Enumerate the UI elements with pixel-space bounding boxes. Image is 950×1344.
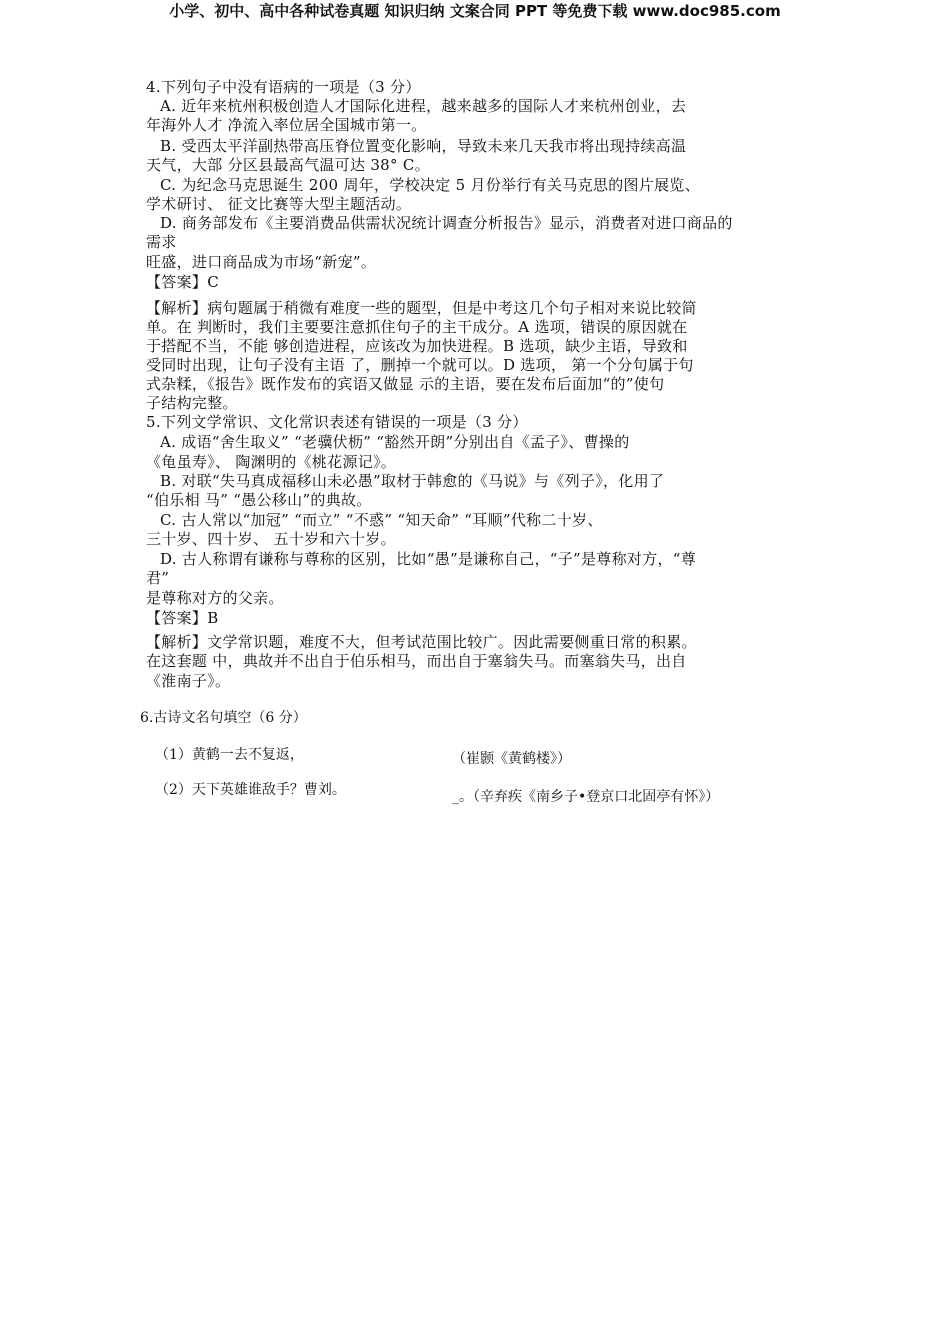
- q4-explanation-line6: 子结构完整。: [146, 394, 238, 412]
- q5-option-c-line2: 三十岁、四十岁、 五十岁和六十岁。: [146, 530, 396, 548]
- q5-stem: 5.下列文学常识、文化常识表述有错误的一项是（3 分）: [146, 413, 528, 431]
- q5-explanation-line1: 【解析】文学常识题，难度不大，但考试范围比较广。因此需要侧重日常的积累。: [146, 633, 697, 651]
- q5-option-a-line1: A. 成语“舍生取义” “老骥伏枥” “豁然开朗”分别出自《孟子》、曹操的: [160, 433, 630, 451]
- q4-option-d-line1: D. 商务部发布《主要消费品供需状况统计调查分析报告》显示，消费者对进口商品的: [160, 214, 733, 232]
- q6-item1: （1）黄鹤一去不复返，: [155, 747, 304, 763]
- q6-stem: 6.古诗文名句填空（6 分）: [140, 710, 307, 726]
- page-header: 小学、初中、高中各种试卷真题 知识归纳 文案合同 PPT 等免费下载 www.doc985.com: [169, 2, 781, 20]
- q4-answer: 【答案】C: [146, 273, 219, 291]
- q5-option-d-line2: 君”: [146, 569, 170, 587]
- q4-option-a-line1: A. 近年来杭州积极创造人才国际化进程，越来越多的国际人才来杭州创业，去: [160, 97, 687, 115]
- q5-explanation-line3: 《淮南子》。: [146, 672, 231, 690]
- q5-option-c-line1: C. 古人常以“加冠” “而立” “不惑” “知天命” “耳顺”代称二十岁、: [160, 511, 603, 529]
- q4-explanation-line3: 于搭配不当，不能 够创造进程，应该改为加快进程。B 选项，缺少主语，导致和: [146, 337, 688, 355]
- q5-option-b-line2: “伯乐相 马” “愚公移山”的典故。: [146, 491, 372, 509]
- q4-option-b-line2: 天气，大部 分区县最高气温可达 38° C。: [146, 156, 430, 174]
- q5-explanation-line2: 在这套题 中，典故并不出自于伯乐相马，而出自于塞翁失马。而塞翁失马，出自: [146, 652, 687, 670]
- q4-explanation-line2: 单。在 判断时，我们主要要注意抓住句子的主干成分。A 选项，错误的原因就在: [146, 318, 688, 336]
- q6-item1-source: （崔颢《黄鹤楼》）: [452, 751, 571, 767]
- q5-answer: 【答案】B: [146, 609, 219, 627]
- q4-option-d-line3: 旺盛，进口商品成为市场“新宠”。: [146, 253, 377, 271]
- q4-option-c-line1: C. 为纪念马克思诞生 200 周年，学校决定 5 月份举行有关马克思的图片展览、: [160, 176, 701, 194]
- q4-option-b-line1: B. 受西太平洋副热带高压脊位置变化影响，导致未来几天我市将出现持续高温: [160, 137, 687, 155]
- q4-stem: 4.下列句子中没有语病的一项是（3 分）: [146, 78, 421, 96]
- q4-option-c-line2: 学术研讨、 征文比赛等大型主题活动。: [146, 195, 412, 213]
- q4-explanation-line1: 【解析】病句题属于稍微有难度一些的题型，但是中考这几个句子相对来说比较简: [146, 299, 697, 317]
- q4-option-a-line2: 年海外人才 净流入率位居全国城市第一。: [146, 116, 427, 134]
- q4-explanation-line4: 受同时出现，让句子没有主语 了，删掉一个就可以。D 选项， 第一个分句属于句: [146, 356, 694, 374]
- q5-option-d-line1: D. 古人称谓有谦称与尊称的区别，比如“愚”是谦称自己，“子”是尊称对方，“尊: [160, 550, 697, 568]
- q5-option-d-line3: 是尊称对方的父亲。: [146, 589, 284, 607]
- q6-item2: （2）天下英雄谁敌手？曹刘。: [155, 782, 346, 798]
- q5-option-b-line1: B. 对联“失马真成福移山未必愚”取材于韩愈的《马说》与《列子》，化用了: [160, 472, 665, 490]
- q4-option-d-line2: 需求: [146, 233, 177, 251]
- q4-explanation-line5: 式杂糅，《报告》既作发布的宾语又做显 示的主语，要在发布后面加“的”使句: [146, 375, 665, 393]
- q5-option-a-line2: 《龟虽寿》、 陶渊明的《桃花源记》。: [146, 453, 397, 471]
- q6-item2-source: _。（辛弃疾《南乡子•登京口北固亭有怀》）: [452, 789, 720, 805]
